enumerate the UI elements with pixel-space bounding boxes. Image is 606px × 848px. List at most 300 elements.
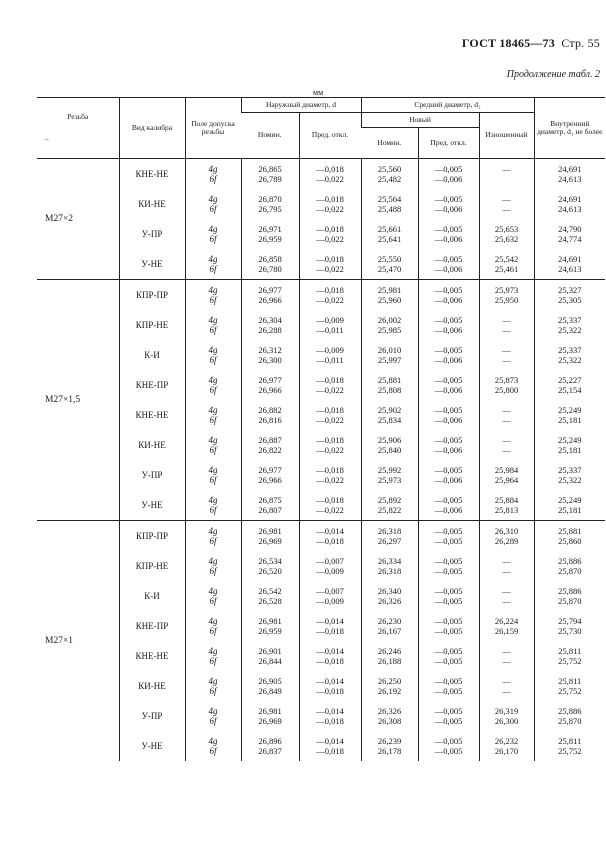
worn-cell (479, 460, 534, 490)
gauge-type-cell: КНЕ-ПР (119, 370, 185, 400)
inner-diameter-cell (534, 581, 605, 611)
outer-nominal-cell-line: 26,520 (258, 566, 282, 576)
mean-deviation-cell (418, 460, 479, 490)
table-row (37, 370, 605, 400)
mean-nominal-cell (361, 581, 418, 611)
worn-cell (479, 310, 534, 340)
inner-diameter-cell-line: 24,691 (558, 194, 582, 204)
mean-deviation-cell (418, 701, 479, 731)
outer-deviation-cell-line: —0,022 (316, 415, 344, 425)
mean-deviation-cell-line: —0,005 (434, 375, 463, 385)
mean-nominal-cell-line: 26,318 (377, 566, 402, 576)
tolerance-cell-line: 6f (209, 295, 217, 305)
mean-deviation-cell (418, 430, 479, 460)
inner-diameter-cell (534, 731, 605, 761)
tolerance-cell (185, 521, 241, 552)
outer-deviation-cell-line: —0,018 (316, 435, 344, 445)
tolerance-cell (185, 460, 241, 490)
tolerance-cell (185, 731, 241, 761)
worn-cell (479, 551, 534, 581)
mean-deviation-cell-line: —0,005 (434, 706, 463, 716)
mean-nominal-cell-line: 26,326 (377, 596, 402, 606)
tolerance-cell-line: 4g (208, 586, 218, 596)
mean-deviation-cell (418, 641, 479, 671)
worn-cell-line: — (502, 435, 511, 445)
gauge-type-cell: У-ПР (119, 460, 185, 490)
table-row (37, 701, 605, 731)
table-row (37, 249, 605, 280)
worn-cell-line: 26,319 (494, 706, 519, 716)
mean-deviation-cell (418, 310, 479, 340)
outer-nominal-cell (241, 310, 299, 340)
inner-diameter-cell-line: 25,752 (558, 656, 582, 666)
inner-diameter-cell-line: 25,811 (558, 676, 582, 686)
mean-nominal-cell (361, 551, 418, 581)
outer-deviation-cell-line: —0,022 (316, 295, 344, 305)
mean-deviation-cell-line: —0,006 (434, 204, 463, 214)
tolerance-cell-line: 6f (209, 355, 217, 365)
tolerance-cell-line: 4g (208, 315, 218, 325)
thread-cell: М27×1,5 (37, 280, 119, 521)
inner-diameter-cell-line: 25,337 (558, 465, 582, 475)
mean-nominal-cell-line: 26,318 (377, 526, 402, 536)
worn-cell-line: — (502, 646, 511, 656)
outer-nominal-cell-line: 26,816 (258, 415, 282, 425)
outer-nominal-cell-line: 26,882 (258, 405, 282, 415)
worn-cell (479, 219, 534, 249)
table-row (37, 731, 605, 761)
inner-diameter-cell-line: 25,327 (558, 285, 582, 295)
outer-deviation-cell (299, 310, 361, 340)
outer-deviation-cell-line: —0,022 (316, 505, 344, 515)
gauge-type-cell: КНЕ-ПР (119, 611, 185, 641)
worn-cell-line: — (502, 325, 511, 335)
col-mean-deviation: Пред. откл. (418, 128, 479, 159)
inner-diameter-cell (534, 219, 605, 249)
mean-nominal-cell-line: 26,239 (377, 736, 402, 746)
outer-deviation-cell (299, 189, 361, 219)
mean-deviation-cell-line: —0,005 (434, 224, 463, 234)
outer-deviation-cell-line: —0,018 (316, 375, 344, 385)
unit-label: мм (313, 88, 324, 97)
outer-deviation-cell (299, 521, 361, 552)
outer-nominal-cell-line: 26,971 (258, 224, 282, 234)
mean-deviation-cell-line: —0,006 (434, 385, 463, 395)
tolerance-cell (185, 310, 241, 340)
worn-cell (479, 370, 534, 400)
thread-cell: М27×2 (37, 159, 119, 280)
outer-nominal-cell-line: 26,822 (258, 445, 282, 455)
outer-deviation-cell-line: —0,014 (316, 736, 344, 746)
outer-nominal-cell (241, 611, 299, 641)
inner-diameter-cell-line: 25,322 (558, 475, 582, 485)
worn-cell-line: — (502, 345, 511, 355)
outer-deviation-cell-line: —0,007 (316, 586, 344, 596)
table-row (37, 611, 605, 641)
worn-cell-line: 25,884 (494, 495, 519, 505)
tolerance-cell (185, 219, 241, 249)
mean-nominal-cell-line: 25,992 (377, 465, 402, 475)
outer-nominal-cell-line: 26,901 (258, 646, 282, 656)
tolerance-cell-line: 6f (209, 475, 217, 485)
worn-cell (479, 611, 534, 641)
gauge-type-cell: КПР-НЕ (119, 310, 185, 340)
tolerance-cell (185, 400, 241, 430)
worn-cell-line: 25,973 (494, 285, 519, 295)
mean-nominal-cell (361, 430, 418, 460)
worn-cell-line: — (502, 566, 511, 576)
inner-diameter-cell-line: 25,337 (558, 345, 582, 355)
tolerance-cell (185, 159, 241, 190)
mean-nominal-cell (361, 400, 418, 430)
mean-deviation-cell-line: —0,006 (434, 355, 463, 365)
outer-deviation-cell-line: —0,014 (316, 676, 344, 686)
outer-deviation-cell (299, 551, 361, 581)
mean-deviation-cell-line: —0,005 (434, 405, 463, 415)
worn-cell-line: 25,800 (494, 385, 519, 395)
mean-nominal-cell-line: 25,892 (377, 495, 402, 505)
inner-diameter-cell (534, 400, 605, 430)
mean-nominal-cell-line: 25,822 (377, 505, 402, 515)
tolerance-cell-line: 4g (208, 194, 218, 204)
inner-diameter-cell (534, 280, 605, 311)
mean-nominal-cell (361, 310, 418, 340)
mean-deviation-cell-line: —0,005 (434, 716, 463, 726)
mean-deviation-cell-line: —0,005 (434, 586, 463, 596)
inner-diameter-cell (534, 159, 605, 190)
inner-diameter-cell-line: 25,794 (558, 616, 582, 626)
outer-nominal-cell (241, 641, 299, 671)
mean-nominal-cell-line: 25,973 (377, 475, 402, 485)
outer-nominal-cell-line: 26,837 (258, 746, 282, 756)
outer-nominal-cell (241, 731, 299, 761)
outer-deviation-cell (299, 641, 361, 671)
mean-nominal-cell-line: 25,834 (377, 415, 402, 425)
worn-cell (479, 581, 534, 611)
outer-nominal-cell-line: 26,966 (258, 385, 282, 395)
worn-cell (479, 490, 534, 521)
inner-diameter-cell (534, 490, 605, 521)
tolerance-cell-line: 6f (209, 686, 217, 696)
tolerance-cell-line: 4g (208, 224, 218, 234)
tolerance-cell-line: 4g (208, 526, 218, 536)
outer-deviation-cell-line: —0,011 (316, 355, 344, 365)
table-row (37, 521, 605, 552)
tolerance-cell-line: 4g (208, 254, 218, 264)
mean-deviation-cell-line: —0,006 (434, 475, 463, 485)
inner-diameter-cell-line: 25,730 (558, 626, 582, 636)
outer-nominal-cell-line: 26,780 (258, 264, 282, 274)
col-tolerance: Поле допуска резьбы (185, 98, 241, 159)
worn-cell-line: — (502, 355, 511, 365)
mean-nominal-cell-line: 25,981 (377, 285, 402, 295)
table-row (37, 430, 605, 460)
outer-deviation-cell-line: —0,022 (316, 385, 344, 395)
tolerance-cell (185, 551, 241, 581)
outer-deviation-cell-line: —0,018 (316, 194, 344, 204)
gauge-type-cell: КИ-НЕ (119, 189, 185, 219)
mean-nominal-cell-line: 25,960 (377, 295, 402, 305)
inner-diameter-cell (534, 551, 605, 581)
inner-diameter-cell (534, 430, 605, 460)
table-row (37, 490, 605, 521)
inner-diameter-cell-line: 25,870 (558, 596, 582, 606)
outer-nominal-cell (241, 219, 299, 249)
mean-nominal-cell-line: 25,902 (377, 405, 402, 415)
outer-deviation-cell (299, 219, 361, 249)
worn-cell-line: 25,461 (494, 264, 519, 274)
mean-nominal-cell (361, 671, 418, 701)
worn-cell-line: 25,964 (494, 475, 519, 485)
table-row (37, 581, 605, 611)
inner-diameter-cell (534, 521, 605, 552)
mean-nominal-cell-line: 25,840 (377, 445, 402, 455)
outer-nominal-cell-line: 26,849 (258, 686, 282, 696)
mean-deviation-cell (418, 159, 479, 190)
inner-diameter-cell-line: 25,249 (558, 405, 582, 415)
outer-deviation-cell-line: —0,009 (316, 315, 344, 325)
mean-deviation-cell-line: —0,005 (434, 676, 463, 686)
tolerance-cell-line: 6f (209, 234, 217, 244)
outer-nominal-cell-line: 26,905 (258, 676, 282, 686)
worn-cell-line: 26,170 (494, 746, 519, 756)
gauge-type-cell: КНЕ-НЕ (119, 159, 185, 190)
outer-nominal-cell (241, 460, 299, 490)
outer-deviation-cell-line: —0,018 (316, 285, 344, 295)
worn-cell (479, 731, 534, 761)
mean-nominal-cell-line: 25,985 (377, 325, 402, 335)
tolerance-cell-line: 6f (209, 325, 217, 335)
mean-nominal-cell-line: 25,488 (377, 204, 402, 214)
inner-diameter-cell (534, 641, 605, 671)
worn-cell-line: 26,232 (494, 736, 519, 746)
outer-nominal-cell-line: 26,959 (258, 234, 282, 244)
mean-deviation-cell-line: —0,005 (434, 686, 463, 696)
mean-nominal-cell (361, 189, 418, 219)
mean-deviation-cell-line: —0,005 (434, 646, 463, 656)
outer-deviation-cell (299, 370, 361, 400)
mean-nominal-cell-line: 25,881 (377, 375, 402, 385)
worn-cell-line: 26,159 (494, 626, 519, 636)
inner-diameter-cell-line: 25,886 (558, 556, 582, 566)
outer-nominal-cell (241, 159, 299, 190)
table-row (37, 671, 605, 701)
outer-nominal-cell-line: 26,875 (258, 495, 282, 505)
mean-nominal-cell (361, 731, 418, 761)
outer-deviation-cell (299, 490, 361, 521)
worn-cell-line: 25,984 (494, 465, 519, 475)
tolerance-cell (185, 611, 241, 641)
standard-number: ГОСТ 18465—73 (461, 36, 555, 50)
mean-deviation-cell-line: —0,006 (434, 174, 463, 184)
outer-nominal-cell-line: 26,981 (258, 706, 282, 716)
gauge-type-cell: КНЕ-НЕ (119, 641, 185, 671)
tolerance-cell-line: 4g (208, 285, 218, 295)
outer-nominal-cell (241, 551, 299, 581)
worn-cell-line (482, 174, 532, 184)
tolerance-cell-line: 4g (208, 435, 218, 445)
inner-diameter-cell-line: 25,249 (558, 495, 582, 505)
outer-nominal-cell (241, 280, 299, 311)
mean-nominal-cell-line: 25,906 (377, 435, 402, 445)
inner-diameter-cell-line: 25,886 (558, 706, 582, 716)
outer-deviation-cell-line: —0,018 (316, 495, 344, 505)
inner-diameter-cell-line: 25,322 (558, 325, 582, 335)
worn-cell-line: — (502, 596, 511, 606)
tolerance-cell (185, 189, 241, 219)
outer-deviation-cell (299, 731, 361, 761)
tolerance-cell-line: 6f (209, 656, 217, 666)
inner-diameter-cell-line: 25,305 (558, 295, 582, 305)
outer-deviation-cell-line: —0,018 (316, 405, 344, 415)
mean-deviation-cell (418, 370, 479, 400)
mean-deviation-cell (418, 521, 479, 552)
mean-nominal-cell-line: 26,002 (377, 315, 402, 325)
worn-cell-line: — (502, 556, 511, 566)
inner-diameter-cell-line: 25,752 (558, 686, 582, 696)
inner-diameter-cell (534, 701, 605, 731)
mean-deviation-cell (418, 219, 479, 249)
outer-deviation-cell (299, 159, 361, 190)
mean-deviation-cell (418, 551, 479, 581)
outer-nominal-cell-line: 26,969 (258, 716, 282, 726)
table-body (37, 159, 605, 762)
tolerance-cell (185, 280, 241, 311)
mean-deviation-cell-line: —0,006 (434, 264, 463, 274)
outer-deviation-cell (299, 280, 361, 311)
page-number: Стр. 55 (561, 36, 600, 50)
worn-cell-line: 25,813 (494, 505, 519, 515)
inner-diameter-cell-line: 24,613 (558, 264, 582, 274)
mean-deviation-cell-line: —0,005 (434, 254, 463, 264)
outer-nominal-cell-line: 26,981 (258, 526, 282, 536)
inner-diameter-cell-line: 25,752 (558, 746, 582, 756)
inner-diameter-cell-line: 25,181 (558, 415, 582, 425)
table-row (37, 551, 605, 581)
col-outer-deviation: Пред. откл. (299, 113, 361, 159)
outer-deviation-cell-line: —0,022 (316, 204, 344, 214)
outer-deviation-cell (299, 460, 361, 490)
mean-nominal-cell-line: 25,560 (377, 164, 402, 174)
tolerance-cell-line: 4g (208, 164, 218, 174)
outer-nominal-cell (241, 400, 299, 430)
worn-cell-line: — (502, 164, 511, 174)
worn-cell-line: 26,224 (494, 616, 519, 626)
outer-deviation-cell (299, 249, 361, 280)
mean-deviation-cell-line: —0,005 (434, 626, 463, 636)
col-mean-nominal: Номин. (361, 128, 418, 159)
mean-nominal-cell-line: 25,641 (377, 234, 402, 244)
worn-cell-line: 25,653 (494, 224, 519, 234)
mean-nominal-cell-line: 26,326 (377, 706, 402, 716)
gauge-type-cell: К-И (119, 581, 185, 611)
worn-cell-line: — (502, 405, 511, 415)
outer-deviation-cell-line: —0,018 (316, 536, 344, 546)
mean-nominal-cell (361, 159, 418, 190)
tolerance-cell (185, 490, 241, 521)
gauge-dimensions-table (37, 97, 605, 761)
tolerance-cell-line: 4g (208, 616, 218, 626)
worn-cell (479, 340, 534, 370)
mean-nominal-cell-line: 25,470 (377, 264, 402, 274)
mean-deviation-cell-line: —0,005 (434, 164, 463, 174)
worn-cell (479, 159, 534, 190)
inner-diameter-cell-line: 25,227 (558, 375, 582, 385)
worn-cell-line: 26,289 (494, 536, 519, 546)
outer-nominal-cell-line: 26,969 (258, 536, 282, 546)
inner-diameter-cell (534, 611, 605, 641)
gauge-type-cell: У-НЕ (119, 249, 185, 280)
col-worn: Изношенный (479, 113, 534, 159)
table-continuation-note: Продолжение табл. 2 (506, 69, 600, 80)
outer-deviation-cell-line: —0,009 (316, 596, 344, 606)
mean-nominal-cell (361, 641, 418, 671)
mean-deviation-cell-line: —0,005 (434, 435, 463, 445)
worn-cell-line: 25,950 (494, 295, 519, 305)
tolerance-cell-line: 6f (209, 746, 217, 756)
outer-nominal-cell (241, 671, 299, 701)
gauge-type-cell: К-И (119, 340, 185, 370)
outer-nominal-cell-line: 26,312 (258, 345, 282, 355)
thread-cell: М27×1 (37, 521, 119, 762)
inner-diameter-cell-line: 24,613 (558, 174, 582, 184)
col-inner-diameter: Внутренний диаметр, d₁ не более (534, 98, 605, 159)
outer-deviation-cell-line: —0,018 (316, 686, 344, 696)
mean-nominal-cell-line: 25,550 (377, 254, 402, 264)
gauge-type-cell: КИ-НЕ (119, 671, 185, 701)
tolerance-cell-line: 6f (209, 505, 217, 515)
outer-nominal-cell-line: 26,977 (258, 465, 282, 475)
tolerance-cell (185, 641, 241, 671)
mean-deviation-cell (418, 611, 479, 641)
outer-deviation-cell-line: —0,011 (316, 325, 344, 335)
mean-deviation-cell-line: —0,005 (434, 315, 463, 325)
outer-deviation-cell (299, 400, 361, 430)
mean-deviation-cell (418, 249, 479, 280)
mean-deviation-cell-line: —0,006 (434, 325, 463, 335)
tolerance-cell-line: 6f (209, 204, 217, 214)
outer-nominal-cell (241, 490, 299, 521)
outer-deviation-cell-line: —0,018 (316, 465, 344, 475)
table-row (37, 340, 605, 370)
tolerance-cell (185, 430, 241, 460)
mean-nominal-cell (361, 460, 418, 490)
outer-deviation-cell (299, 671, 361, 701)
worn-cell (479, 249, 534, 280)
tolerance-cell-line: 6f (209, 536, 217, 546)
worn-cell (479, 701, 534, 731)
tolerance-cell-line: 6f (209, 385, 217, 395)
outer-nominal-cell (241, 189, 299, 219)
col-gauge-type: Вид калибра (119, 98, 185, 159)
inner-diameter-cell-line: 25,181 (558, 505, 582, 515)
mean-deviation-cell-line: —0,006 (434, 445, 463, 455)
outer-deviation-cell-line: —0,022 (316, 475, 344, 485)
outer-deviation-cell-line: —0,018 (316, 656, 344, 666)
tolerance-cell-line: 6f (209, 626, 217, 636)
outer-deviation-cell (299, 611, 361, 641)
mean-nominal-cell-line: 26,308 (377, 716, 402, 726)
gauge-type-cell: КИ-НЕ (119, 430, 185, 460)
mean-nominal-cell-line: 25,482 (377, 174, 402, 184)
mean-deviation-cell-line: —0,005 (434, 566, 463, 576)
mean-nominal-cell-line: 26,334 (377, 556, 402, 566)
outer-nominal-cell-line: 26,795 (258, 204, 282, 214)
mean-nominal-cell-line: 26,297 (377, 536, 402, 546)
inner-diameter-cell-line: 25,870 (558, 566, 582, 576)
worn-cell-line: 26,300 (494, 716, 519, 726)
outer-deviation-cell-line: —0,018 (316, 164, 344, 174)
